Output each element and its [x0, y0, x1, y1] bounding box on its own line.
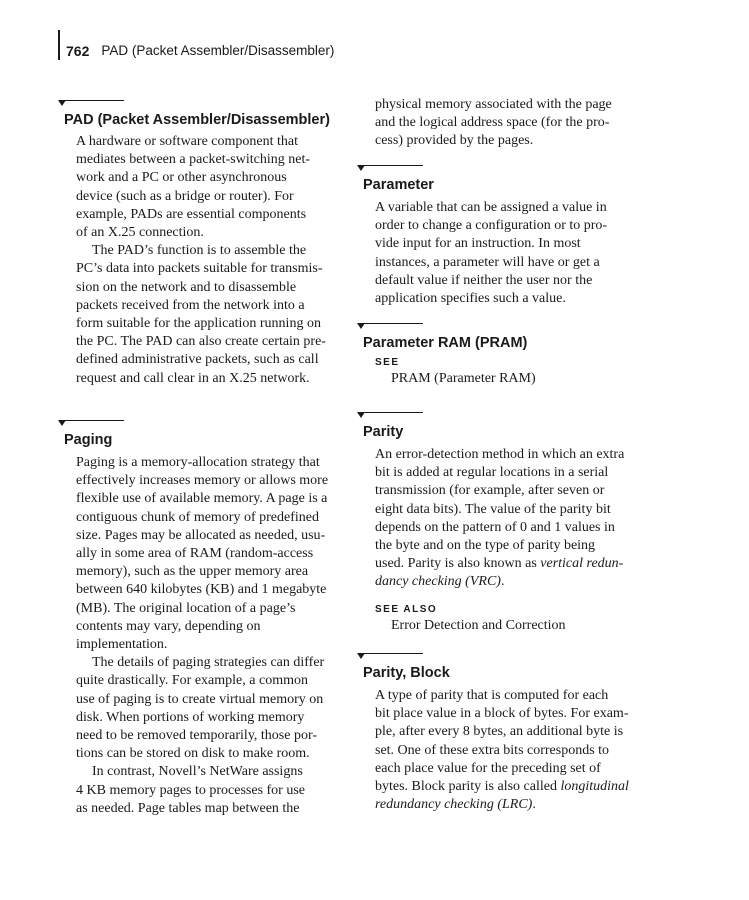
text-line: ally in some area of RAM (random-access	[76, 546, 314, 562]
text-line: device (such as a bridge or router). For	[76, 188, 294, 204]
text-line: sion on the network and to disassemble	[76, 279, 297, 295]
text-line: effectively increases memory or allows more	[76, 473, 329, 489]
text-line: A hardware or software component that	[76, 134, 298, 149]
text-line: need to be removed temporarily, those por-	[76, 728, 318, 744]
text-line: use of paging is to create virtual memory on	[76, 691, 324, 707]
entry-parameter	[363, 165, 653, 308]
entry-rule	[363, 323, 431, 333]
text-line: bit place value in a block of bytes. For exam-	[375, 706, 629, 722]
text-line: example, PADs are essential components	[76, 206, 307, 222]
paragraph	[76, 654, 354, 763]
running-title: PAD (Packet Assembler/Disassembler)	[101, 43, 335, 58]
entry-term: Parity, Block	[363, 665, 450, 681]
text-line: defined administrative packets, such as call	[76, 352, 319, 368]
text-line: In contrast, Novell’s NetWare assigns	[92, 764, 303, 780]
entry-term: Paging	[64, 432, 113, 448]
text-line: (MB). The original location of a page’s	[76, 600, 296, 616]
paragraph	[76, 763, 354, 818]
text-line: A type of parity that is computed for each	[375, 688, 609, 703]
triangle-marker-icon	[58, 100, 66, 106]
paragraph	[76, 242, 354, 388]
text-line: application specifies such a value.	[375, 291, 566, 307]
text-line: work and a PC or other asynchronous	[76, 170, 287, 186]
entry-parity-block	[363, 653, 653, 814]
see-label: SEE	[375, 357, 400, 368]
text-line: vide input for an instruction. In most	[375, 236, 581, 252]
text-line: each place value for the preceding set of	[375, 760, 601, 776]
paragraph	[375, 446, 653, 592]
entry-pad	[64, 100, 354, 388]
see-also-reference-link[interactable]: Error Detection and Correction	[391, 617, 566, 633]
text-line: implementation.	[76, 637, 168, 653]
text-line: transmission (for example, after seven or	[375, 483, 605, 499]
text-line: of an X.25 connection.	[76, 225, 204, 241]
text-line: disk. When portions of working memory	[76, 709, 305, 725]
entry-rule	[363, 165, 431, 175]
italic-term: redundancy checking (LRC)	[375, 797, 533, 813]
page-header	[58, 30, 334, 60]
triangle-marker-icon	[357, 165, 365, 171]
text-line: ple, after every 8 bytes, an additional byte is	[375, 724, 624, 740]
text-line: form suitable for the application running on	[76, 316, 321, 332]
paragraph	[375, 96, 653, 151]
text-line: the PC. The PAD can also create certain pre-	[76, 334, 326, 350]
page-number: 762	[66, 43, 90, 59]
see-reference-link[interactable]: PRAM (Parameter RAM)	[391, 371, 536, 386]
text-line: PC’s data into packets suitable for transmis-	[76, 261, 323, 277]
text-line: the byte and on the type of parity being	[375, 538, 596, 554]
entry-term: Parameter	[363, 177, 434, 193]
entry-parity	[363, 412, 653, 635]
entry-body	[375, 446, 653, 592]
text-line: Paging is a memory-allocation strategy that	[76, 455, 320, 470]
triangle-marker-icon	[357, 653, 365, 659]
italic-term: vertical redun-	[540, 556, 624, 572]
text-line: The PAD’s function is to assemble the	[92, 243, 307, 259]
text-line: mediates between a packet-switching net-	[76, 152, 311, 168]
text-line: .	[500, 574, 505, 590]
text-line: instances, a parameter will have or get a	[375, 254, 600, 270]
paragraph	[76, 454, 354, 654]
italic-term: longitudinal	[560, 779, 629, 795]
text-line: .	[532, 797, 536, 813]
entry-term: Parity	[363, 424, 404, 440]
text-line: and the logical address space (for the pro-	[375, 115, 610, 131]
triangle-marker-icon	[357, 412, 365, 418]
text-line: quite drastically. For example, a common	[76, 673, 308, 689]
entry-body	[76, 133, 354, 388]
paragraph	[76, 133, 354, 242]
text-line: An error-detection method in which an extra	[375, 447, 625, 462]
text-line: A variable that can be assigned a value in	[375, 200, 607, 215]
text-line: size. Pages may be allocated as needed, usu-	[76, 527, 326, 543]
triangle-marker-icon	[357, 323, 365, 329]
triangle-marker-icon	[58, 420, 66, 426]
text-line: bytes. Block parity is also called	[375, 779, 561, 795]
text-line: The details of paging strategies can differ	[92, 655, 325, 671]
entry-rule	[363, 412, 431, 422]
paragraph	[375, 687, 653, 814]
text-line: cess) provided by the pages.	[375, 133, 534, 149]
entry-body	[375, 199, 653, 308]
entry-term: Parameter RAM (PRAM)	[363, 335, 528, 351]
entry-body	[375, 687, 653, 814]
text-line: depends on the pattern of 0 and 1 values in	[375, 519, 615, 535]
entry-pram	[363, 323, 653, 388]
text-line: request and call clear in an X.25 network.	[76, 370, 310, 386]
text-line: physical memory associated with the page	[375, 97, 612, 112]
text-line: bit is added at regular locations in a serial	[375, 465, 609, 481]
paragraph	[375, 199, 653, 308]
text-line: between 640 kilobytes (KB) and 1 megabyte	[76, 582, 327, 598]
entry-rule	[363, 653, 431, 663]
text-line: used. Parity is also known as	[375, 556, 541, 572]
entry-body	[76, 454, 354, 818]
text-line: eight data bits). The value of the parity bit	[375, 501, 611, 517]
text-line: as needed. Page tables map between the	[76, 800, 300, 816]
text-line: contiguous chunk of memory of predefined	[76, 509, 319, 525]
entry-rule	[64, 100, 132, 110]
text-line: packets received from the network into a	[76, 297, 305, 313]
text-line: 4 KB memory pages to processes for use	[76, 782, 306, 798]
italic-term: dancy checking (VRC)	[375, 574, 501, 590]
see-also-label: SEE ALSO	[375, 603, 438, 615]
text-line: default value if neither the user nor the	[375, 272, 593, 288]
entry-term: PAD (Packet Assembler/Disassembler)	[64, 112, 330, 128]
entry-continuation	[363, 96, 653, 151]
entry-rule	[64, 420, 132, 430]
entry-paging	[64, 420, 354, 818]
text-line: memory), such as the upper memory area	[76, 564, 309, 580]
text-line: set. One of these extra bits corresponds to	[375, 742, 610, 758]
text-line: order to change a configuration or to pro-	[375, 218, 608, 234]
text-line: contents may vary, depending on	[76, 618, 261, 634]
text-line: tions can be stored on disk to make room.	[76, 746, 310, 762]
text-line: flexible use of available memory. A page is a	[76, 491, 328, 507]
entry-body	[375, 96, 653, 151]
